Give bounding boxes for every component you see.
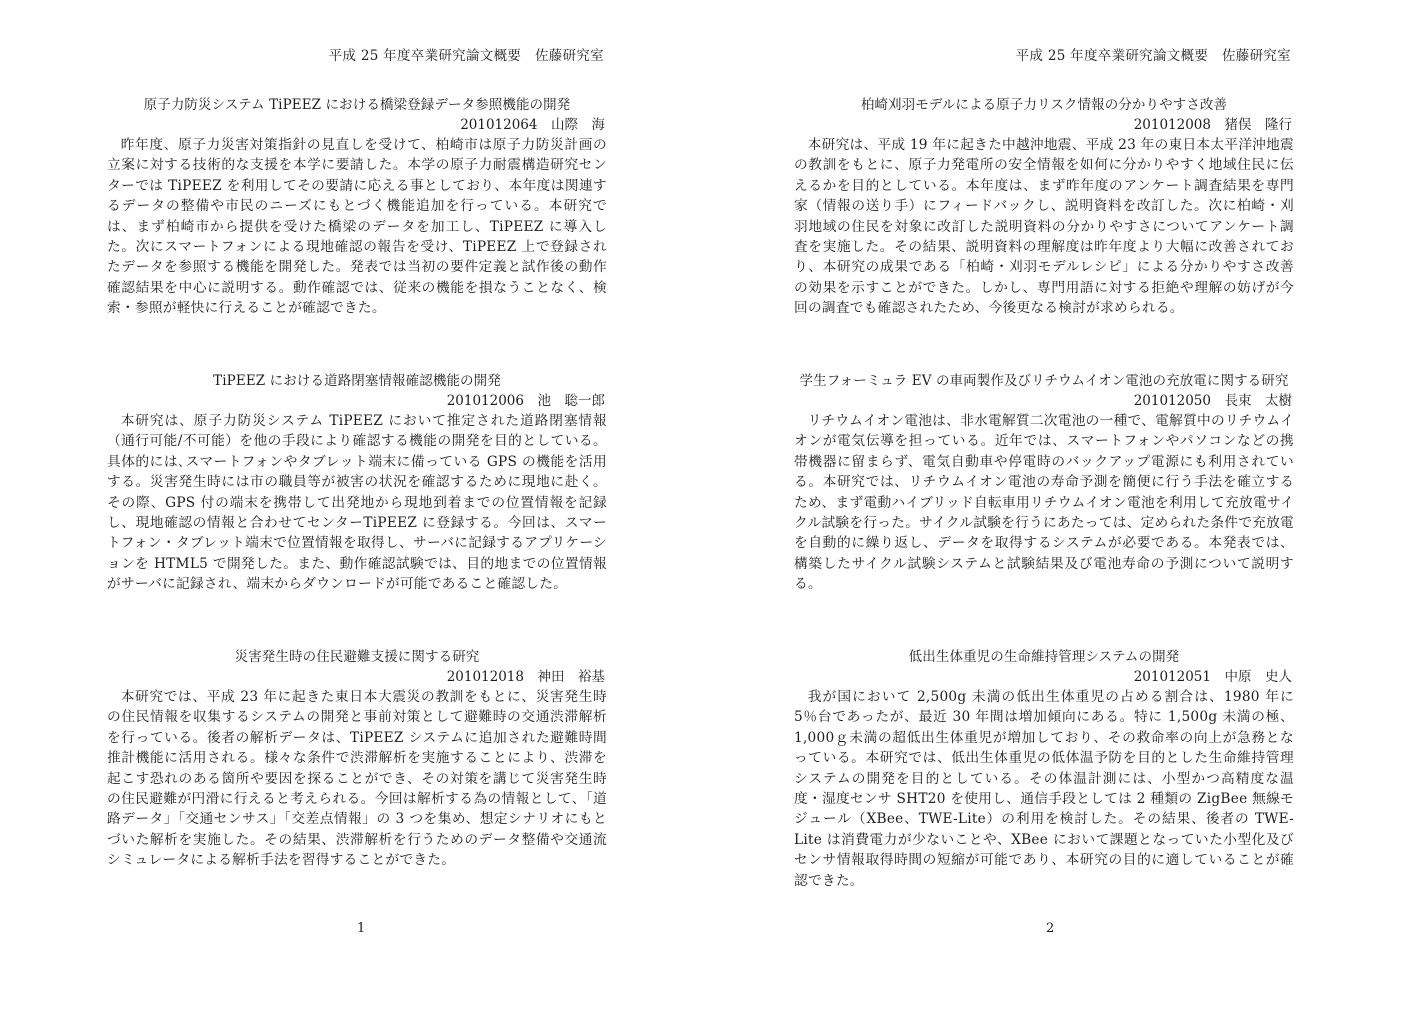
abstract-author: 201012064 山際 海 (460, 117, 605, 133)
abstract-title: 柏崎刈羽モデルによる原子力リスク情報の分かりやすさ改善 (860, 97, 1228, 113)
abstract-body: リチウムイオン電池は、非水電解質二次電池の一種で、電解質中のリチウムイオンが電気伝導を担っている。近年では、スマートフォンやパソコンなどの携帯機器に留まらず、電気自動車や停電時のバックアップ電源にも利用されている。本研究では、リチウムイオン電池の寿命予測を簡便に行う手法を確立するため、まず電動ハイブリッド自転車用リチウムイオン電池を利用して充放電サイクル試験を行った。サイクル試験を行うにあたっては、定められた条件で充放電を自動的に繰り返し、データを取得するシステムが必要である。本発表では、構築したサイクル試験システムと試験結果及び電池寿命の予測について説明する。 (794, 413, 1294, 593)
abstract-section (107, 371, 607, 595)
abstract-section (794, 95, 1294, 319)
abstract-section (107, 647, 607, 871)
abstract-title: TiPEEZ における道路閉塞情報確認機能の開発 (213, 373, 501, 389)
abstract-section (794, 647, 1294, 891)
abstract-title: 災害発生時の住民避難支援に関する研究 (234, 649, 480, 665)
running-header: 平成 25 年度卒業研究論文概要 佐藤研究室 (328, 48, 604, 64)
abstract-author: 201012006 池 聡一郎 (446, 393, 605, 409)
page-2 (700, 0, 1403, 1020)
abstract-section (794, 371, 1294, 595)
abstract-author: 201012050 長束 太樹 (1133, 393, 1292, 409)
abstract-section (107, 95, 607, 319)
abstract-title: 原子力防災システム TiPEEZ における橋梁登録データ参照機能の開発 (143, 97, 571, 113)
abstract-title: 低出生体重児の生命維持管理システムの開発 (908, 649, 1180, 665)
abstract-body: 本研究は、原子力防災システム TiPEEZ において推定された道路閉塞情報（通行可能/不可能）を他の手段により確認する機能の開発を目的としている。具体的には､スマートフォンやタブレット端末に備っている GPS の機能を活用する。災害発生時には市の職員等が被害の状況を確認するために現地に赴く。その際、GPS 付の端末を携帯して出発地から現地到着までの位置情報を記録し、現地確認の情報と合わせてセンターTiPEEZ に登録する。今回は、スマートフォン・タブレット端末で位置情報を取得し、サーバに記録するアプリケーションを HTML5 で開発した。また、動作確認試験では、目的地までの位置情報がサーバに記録され、端末からダウンロードが可能であること確認した。 (107, 413, 607, 593)
abstract-title: 学生フォーミュラ EV の車両製作及びリチウムイオン電池の充放電に関する研究 (799, 373, 1289, 389)
abstract-author: 201012018 神田 裕基 (446, 669, 605, 685)
abstract-author: 201012008 猪俣 隆行 (1133, 117, 1292, 133)
abstract-author: 201012051 中原 史人 (1133, 669, 1292, 685)
running-header: 平成 25 年度卒業研究論文概要 佐藤研究室 (1015, 48, 1291, 64)
abstract-body: 本研究では、平成 23 年に起きた東日本大震災の教訓をもとに、災害発生時の住民情報を収集するシステムの開発と事前対策として避難時の交通渋滞解析を行っている。後者の解析データは、TiPEEZ システムに追加された避難時間推計機能に活用される。様々な条件で渋滞解析を実施することにより、渋滞を起こす恐れのある箇所や要因を探ることができ、その対策を講じて災害発生時の住民避難が円滑に行えると考えられる。今回は解析する為の情報として、「道路データ」「交通センサス」「交差点情報」の 3 つを集め、想定シナリオにもとづいた解析を実施した。その結果、渋滞解析を行うためのデータ整備や交通流シミュレータによる解析手法を習得することができた。 (107, 689, 607, 869)
page-number: 2 (1046, 921, 1055, 936)
page-1 (0, 0, 700, 1020)
abstract-body: 昨年度、原子力災害対策指針の見直しを受けて、柏崎市は原子力防災計画の立案に対する技術的な支援を本学に要請した。本学の原子力耐震構造研究センターでは TiPEEZ を利用してその要請に応える事としており、本年度は関連するデータの整備や市民のニーズにもとづく機能追加を行っている。本研究では、まず柏崎市から提供を受けた橋梁のデータを加工し、TiPEEZ に導入した。次にスマートフォンによる現地確認の報告を受け、TiPEEZ 上で登録されたデータを参照する機能を開発した。発表では当初の要件定義と試作後の動作確認結果を中心に説明する。動作確認では、従来の機能を損なうことなく、検索・参照が軽快に行えることが確認できた。 (107, 137, 607, 317)
abstract-body: 我が国において 2,500g 未満の低出生体重児の占める割合は、1980 年に 5％台であったが、最近 30 年間は増加傾向にある。特に 1,500g 未満の極、1,000ｇ未満の超低出生体重児が増加しており、その救命率の向上が急務となっている。本研究では、低出生体重児の低体温予防を目的とした生命維持管理システムの開発を目的としている。その体温計測には、小型かつ高精度な温度・湿度センサ SHT20 を使用し、通信手段としては 2 種類の ZigBee 無線モジュール（XBee、TWE-Lite）の利用を検討した。その結果、後者の TWE-Lite は消費電力が少ないことや、XBee において課題となっていた小型化及びセンサ情報取得時間の短縮が可能であり、本研究の目的に適していることが確認できた。 (794, 689, 1294, 889)
abstract-body: 本研究は、平成 19 年に起きた中越沖地震、平成 23 年の東日本太平洋沖地震の教訓をもとに、原子力発電所の安全情報を如何に分かりやすく地域住民に伝えるかを目的としている。本年度は、まず昨年度のアンケート調査結果を専門家（情報の送り手）にフィードバックし、説明資料を改訂した。次に柏崎・刈羽地域の住民を対象に改訂した説明資料の分かりやすさについてアンケート調査を実施した。その結果、説明資料の理解度は昨年度より大幅に改善されており、本研究の成果である「柏崎・刈羽モデルレシピ」による分かりやすさ改善の効果を示すことができた。しかし、専門用語に対する拒絶や理解の妨げが今回の調査でも確認されたため、今後更なる検討が求められる。 (794, 137, 1294, 317)
page-number: 1 (357, 921, 366, 936)
